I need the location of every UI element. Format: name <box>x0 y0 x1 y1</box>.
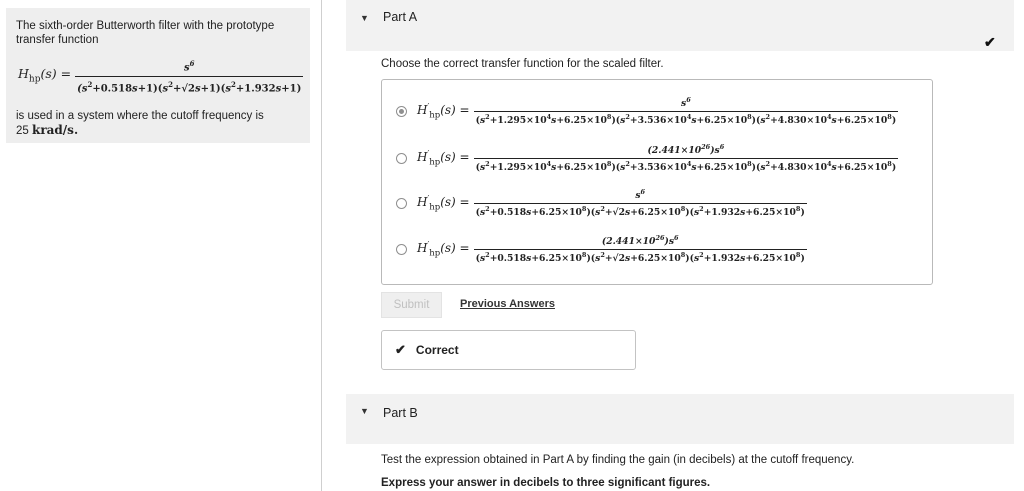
prototype-numerator: $s^6$ <box>183 59 195 74</box>
prototype-denominator: $(s^2+0.518s+1)(s^2+√2s+1)(s^2+1.932s+1)$ <box>75 76 303 96</box>
part-b-title: Part B <box>383 406 418 420</box>
option-denominator: $(s^2+0.518s+6.25\times 10^8)(s^2+√2s+6.25\times 10^8)(s^2+1.932s+6.25\times 10^8)$ <box>475 204 805 218</box>
part-b-header[interactable] <box>346 394 1014 444</box>
problem-intro: The sixth-order Butterworth filter with the prototype transfer function <box>16 20 275 46</box>
option-numerator: $(2.441\times 10^{26})s^6$ <box>647 143 725 157</box>
check-icon: ✔ <box>984 34 996 50</box>
radio-button[interactable] <box>396 198 407 209</box>
answer-options <box>381 79 933 285</box>
option-denominator: $(s^2+1.295\times 10^4s+6.25\times 10^8)(s^2+3.536\times 10^4s+6.25\times 10^8)(s^2+4.830\times 10^4s+6.25\times 10^8)$ <box>475 159 897 173</box>
submit-button[interactable]: Submit <box>381 292 442 318</box>
option-fraction <box>474 143 899 172</box>
option-denominator: $(s^2+1.295\times 10^4s+6.25\times 10^8)(s^2+3.536\times 10^4s+6.25\times 10^8)(s^2+4.830\times 10^4s+6.25\times 10^8)$ <box>475 112 897 126</box>
part-a-question: Choose the correct transfer function for the scaled filter. <box>381 58 664 70</box>
radio-button[interactable] <box>396 106 407 117</box>
problem-panel <box>6 8 310 143</box>
part-a-header[interactable] <box>346 0 1014 51</box>
part-a-title: Part A <box>383 10 418 24</box>
option-lhs: $H'_{hp}(s)$ = <box>417 101 470 121</box>
option-numerator: $s^6$ <box>681 96 691 110</box>
option-fraction <box>474 188 807 217</box>
feedback-label: Correct <box>415 343 459 357</box>
problem-after <box>16 109 300 138</box>
previous-answers-link[interactable]: Previous Answers <box>460 298 555 310</box>
prototype-fraction <box>75 57 303 97</box>
part-b-hint: Express your answer in decibels to three significant figures. <box>381 477 711 489</box>
option-2[interactable] <box>396 138 926 178</box>
feedback-box <box>381 330 636 370</box>
option-3[interactable] <box>396 183 926 223</box>
option-numerator: $(2.441\times 10^{26})s^6$ <box>601 234 679 248</box>
cutoff-value: 25 <box>16 124 29 137</box>
radio-button[interactable] <box>396 244 407 255</box>
option-4[interactable] <box>396 229 926 269</box>
option-fraction <box>474 234 807 263</box>
prototype-lhs: $H_{hp}(s)$ = <box>18 66 72 85</box>
problem-after-text: is used in a system where the cutoff frequency is <box>16 109 264 122</box>
panel-divider <box>321 0 322 491</box>
cutoff-units: krad/s. <box>32 122 79 137</box>
option-1[interactable] <box>396 91 926 131</box>
option-denominator: $(s^2+0.518s+6.25\times 10^8)(s^2+√2s+6.25\times 10^8)(s^2+1.932s+6.25\times 10^8)$ <box>475 250 805 264</box>
part-b-question: Test the expression obtained in Part A by finding the gain (in decibels) at the cutoff frequency. <box>381 454 855 466</box>
option-lhs: $H'_{hp}(s)$ = <box>417 148 470 168</box>
option-lhs: $H'_{hp}(s)$ = <box>417 193 470 213</box>
check-icon: ✔ <box>395 342 406 357</box>
option-fraction <box>474 96 899 125</box>
collapse-triangle-icon[interactable]: ▼ <box>360 13 369 23</box>
radio-button[interactable] <box>396 153 407 164</box>
option-lhs: $H'_{hp}(s)$ = <box>417 239 470 259</box>
option-numerator: $s^6$ <box>635 188 646 202</box>
prototype-equation <box>18 57 300 97</box>
collapse-triangle-icon[interactable]: ▼ <box>360 406 369 416</box>
